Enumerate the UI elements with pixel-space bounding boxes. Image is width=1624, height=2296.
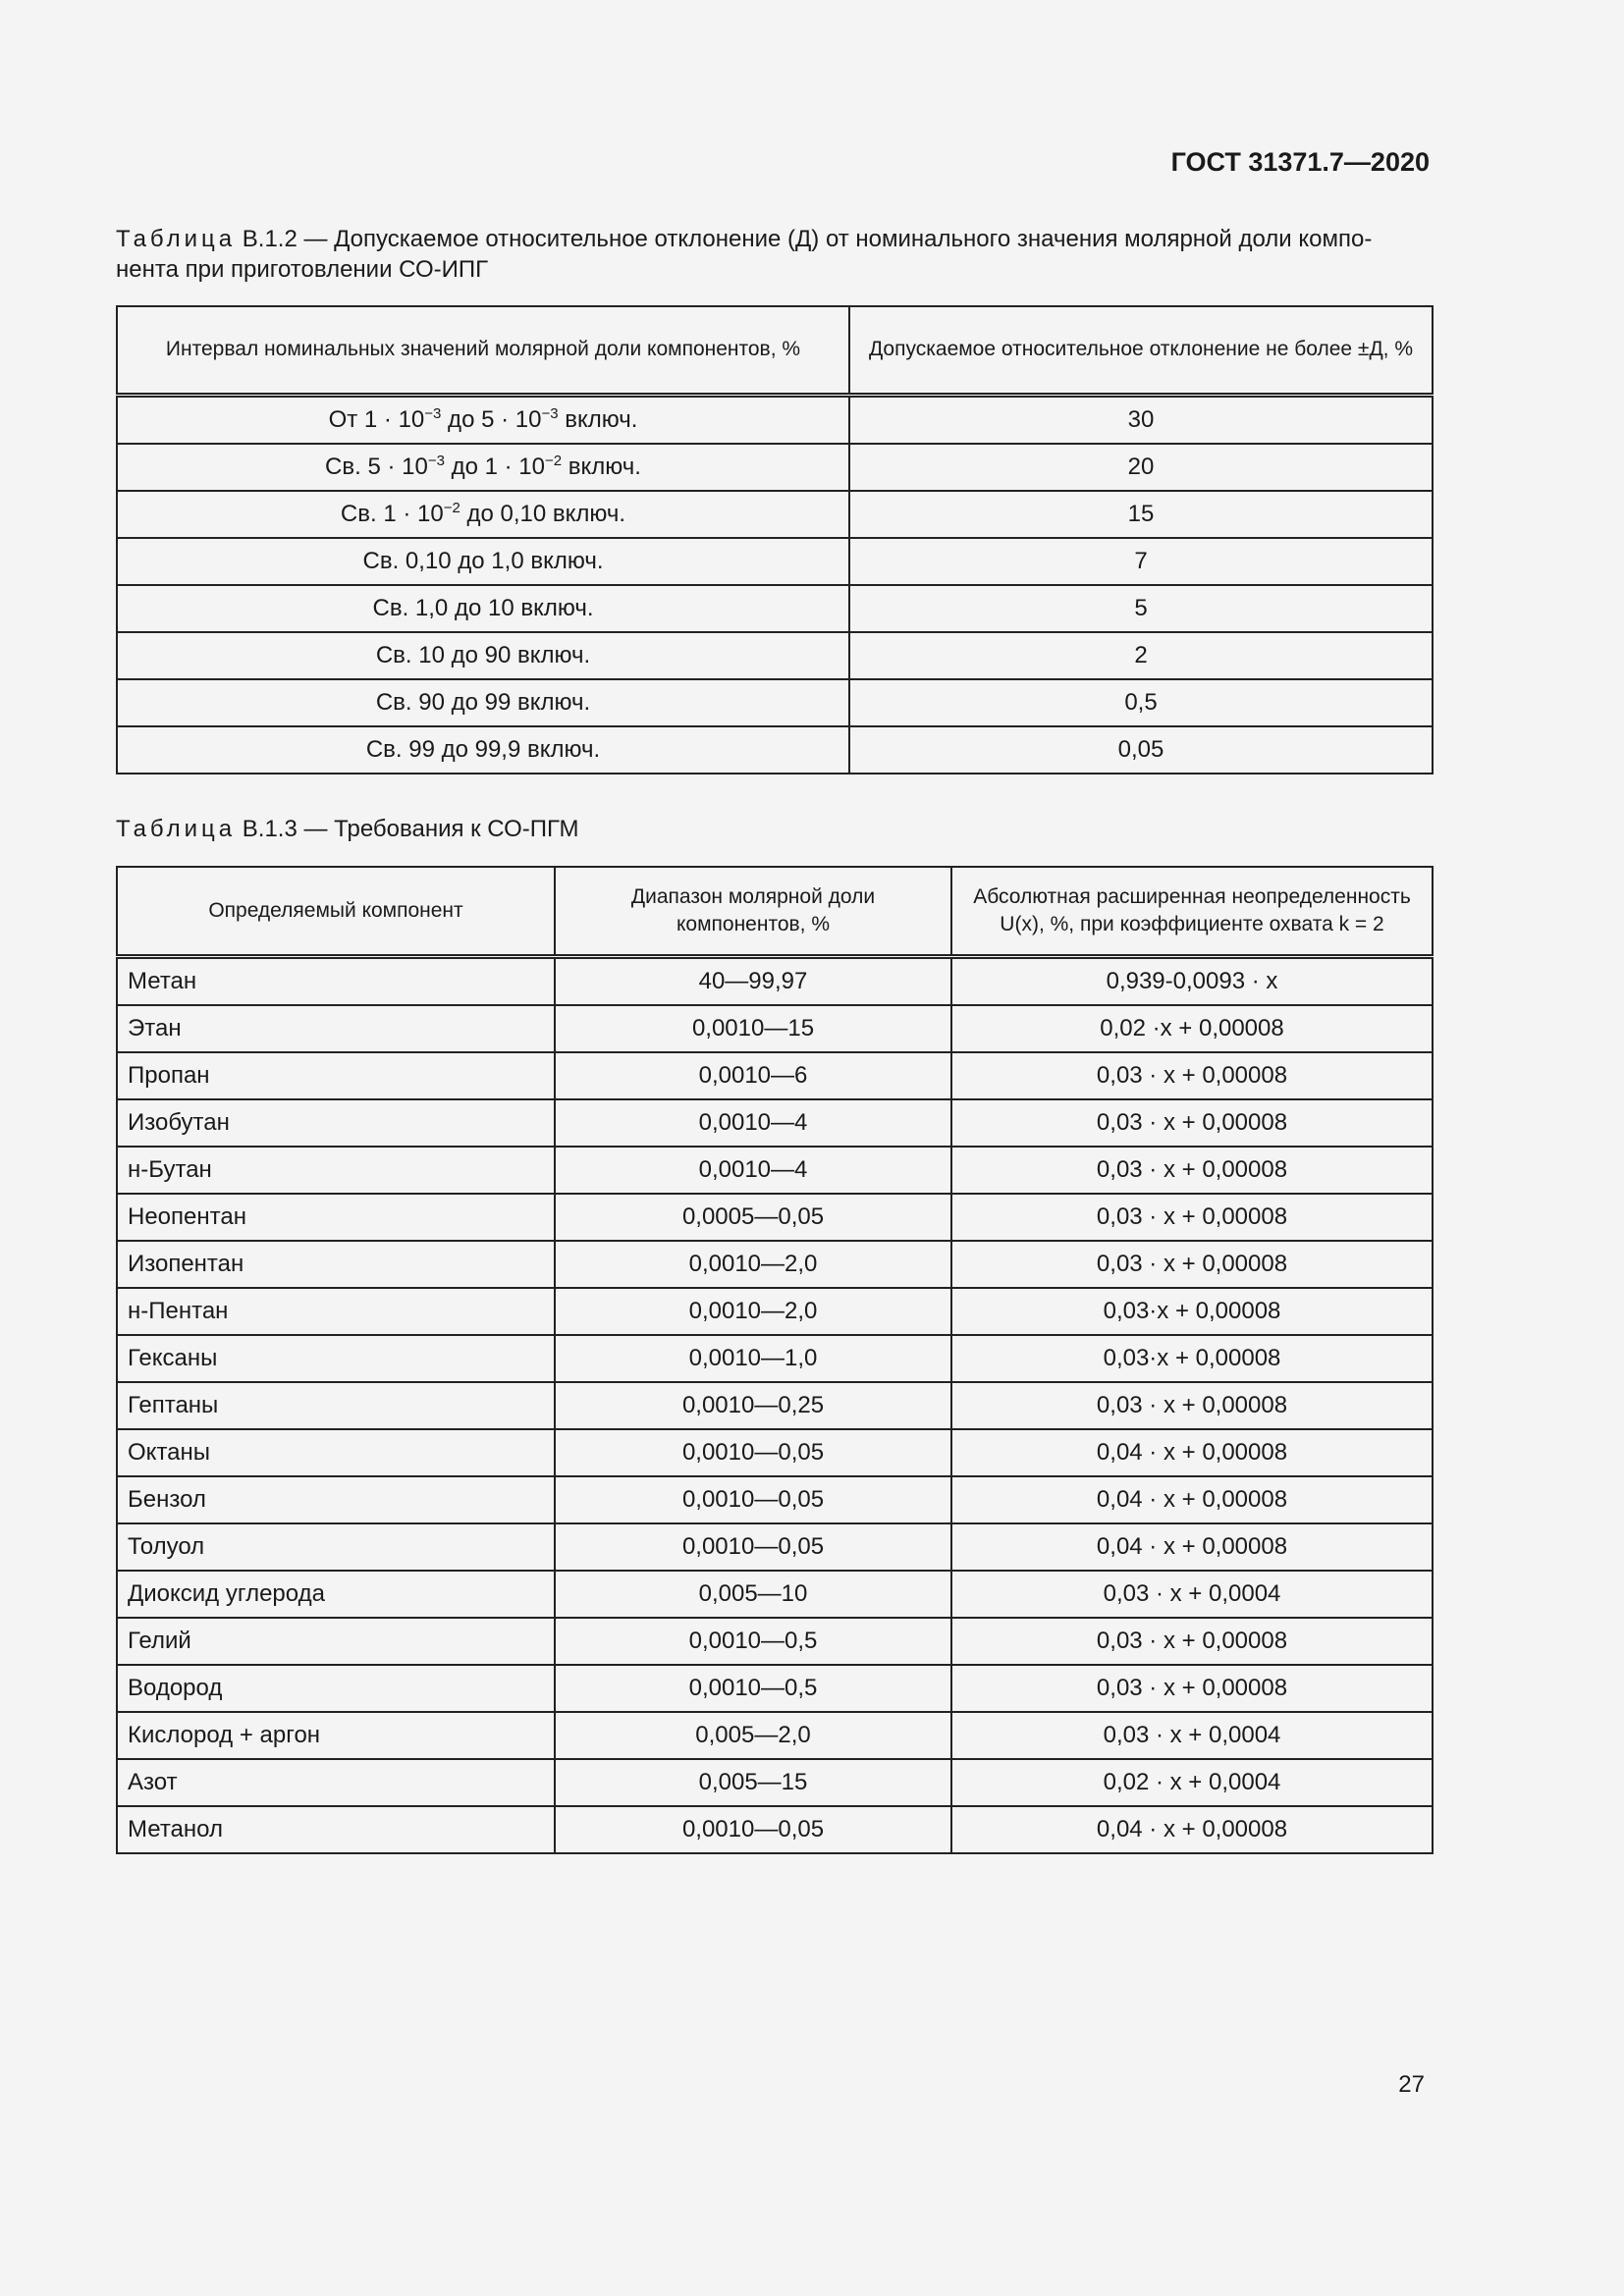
deviation-cell: 0,05 <box>849 726 1433 774</box>
component-cell: Метан <box>117 956 555 1005</box>
table-row <box>117 679 1433 726</box>
component-cell: Водород <box>117 1665 555 1712</box>
table-row <box>117 1429 1433 1476</box>
component-cell: Неопентан <box>117 1194 555 1241</box>
range-cell: 0,0010—2,0 <box>555 1288 951 1335</box>
interval-cell: Св. $5 \cdot 10^{-3}$ до $1 \cdot 10^{-2}$ включ. <box>117 444 849 491</box>
interval-cell: Св. 1,0 до 10 включ. <box>117 585 849 632</box>
interval-cell: Св. 0,10 до 1,0 включ. <box>117 538 849 585</box>
component-cell: н-Пентан <box>117 1288 555 1335</box>
table-row <box>117 491 1433 538</box>
deviation-cell: 7 <box>849 538 1433 585</box>
uncertainty-cell: 0,03 · x + 0,00008 <box>951 1052 1433 1099</box>
interval-cell: Св. $1 \cdot 10^{-2}$ до 0,10 включ. <box>117 491 849 538</box>
range-cell: 0,0010—0,5 <box>555 1665 951 1712</box>
deviation-cell: 2 <box>849 632 1433 679</box>
component-cell: Бензол <box>117 1476 555 1523</box>
table-row <box>117 1712 1433 1759</box>
uncertainty-cell: 0,02 · x + 0,0004 <box>951 1759 1433 1806</box>
table-row <box>117 1147 1433 1194</box>
uncertainty-cell: 0,04 · x + 0,00008 <box>951 1429 1433 1476</box>
table-row <box>117 444 1433 491</box>
component-cell: Гексаны <box>117 1335 555 1382</box>
component-cell: Гептаны <box>117 1382 555 1429</box>
standard-designation: ГОСТ 31371.7—2020 <box>1170 147 1430 177</box>
range-cell: 0,0010—4 <box>555 1099 951 1147</box>
table-row <box>117 1806 1433 1853</box>
range-cell: 0,0010—0,5 <box>555 1618 951 1665</box>
caption-word: Таблица <box>116 816 237 842</box>
table-b13-header-range: Диапазон молярной доли компонентов, % <box>555 867 951 956</box>
table-row <box>117 1382 1433 1429</box>
table-row <box>117 1288 1433 1335</box>
table-row <box>117 1476 1433 1523</box>
component-cell: Диоксид углерода <box>117 1571 555 1618</box>
table-b13 <box>116 866 1434 1854</box>
uncertainty-cell: 0,03 · x + 0,00008 <box>951 1194 1433 1241</box>
range-cell: 0,0010—0,05 <box>555 1523 951 1571</box>
uncertainty-cell: 0,939-0,0093 · x <box>951 956 1433 1005</box>
uncertainty-cell: 0,03 · x + 0,00008 <box>951 1241 1433 1288</box>
uncertainty-cell: 0,03 · x + 0,00008 <box>951 1147 1433 1194</box>
deviation-cell: 0,5 <box>849 679 1433 726</box>
deviation-cell: 20 <box>849 444 1433 491</box>
component-cell: Толуол <box>117 1523 555 1571</box>
table-row <box>117 585 1433 632</box>
component-cell: Изобутан <box>117 1099 555 1147</box>
uncertainty-cell: 0,04 · x + 0,00008 <box>951 1806 1433 1853</box>
component-cell: н-Бутан <box>117 1147 555 1194</box>
interval-cell: От $1 \cdot 10^{-3}$ до $5 \cdot 10^{-3}$ включ. <box>117 395 849 444</box>
range-cell: 0,0010—15 <box>555 1005 951 1052</box>
component-cell: Октаны <box>117 1429 555 1476</box>
table-b13-caption <box>116 814 1432 844</box>
table-b12-header-interval: Интервал номинальных значений молярной доли компонентов, % <box>117 306 849 395</box>
deviation-cell: 15 <box>849 491 1433 538</box>
table-row <box>117 395 1433 444</box>
range-cell: 0,0010—0,05 <box>555 1476 951 1523</box>
table-row <box>117 956 1433 1005</box>
range-cell: 0,005—2,0 <box>555 1712 951 1759</box>
table-row <box>117 1759 1433 1806</box>
caption-text: В.1.3 — Требования к СО-ПГМ <box>236 816 579 842</box>
range-cell: 0,0010—0,05 <box>555 1429 951 1476</box>
table-row <box>117 632 1433 679</box>
range-cell: 0,0010—6 <box>555 1052 951 1099</box>
range-cell: 0,0005—0,05 <box>555 1194 951 1241</box>
table-row <box>117 726 1433 774</box>
table-row <box>117 538 1433 585</box>
interval-cell: Св. 90 до 99 включ. <box>117 679 849 726</box>
table-row <box>117 1099 1433 1147</box>
range-cell: 0,005—15 <box>555 1759 951 1806</box>
uncertainty-cell: 0,03 · x + 0,00008 <box>951 1382 1433 1429</box>
uncertainty-cell: 0,03 · x + 0,00008 <box>951 1665 1433 1712</box>
range-cell: 40—99,97 <box>555 956 951 1005</box>
uncertainty-cell: 0,03·x + 0,00008 <box>951 1335 1433 1382</box>
component-cell: Азот <box>117 1759 555 1806</box>
range-cell: 0,0010—0,05 <box>555 1806 951 1853</box>
table-b13-header-uncertainty: Абсолютная расширенная неопределенность U(x), %, при коэффициенте охвата k = 2 <box>951 867 1433 956</box>
interval-cell: Св. 10 до 90 включ. <box>117 632 849 679</box>
component-cell: Метанол <box>117 1806 555 1853</box>
uncertainty-cell: 0,03 · x + 0,00008 <box>951 1099 1433 1147</box>
table-b12-caption <box>116 224 1432 285</box>
deviation-cell: 30 <box>849 395 1433 444</box>
range-cell: 0,0010—1,0 <box>555 1335 951 1382</box>
range-cell: 0,005—10 <box>555 1571 951 1618</box>
table-row <box>117 1052 1433 1099</box>
component-cell: Этан <box>117 1005 555 1052</box>
uncertainty-cell: 0,04 · x + 0,00008 <box>951 1523 1433 1571</box>
table-row <box>117 1618 1433 1665</box>
page-number: 27 <box>1398 2071 1425 2098</box>
range-cell: 0,0010—0,25 <box>555 1382 951 1429</box>
table-b13-body <box>117 956 1433 1853</box>
component-cell: Гелий <box>117 1618 555 1665</box>
table-row <box>117 1194 1433 1241</box>
table-row <box>117 1241 1433 1288</box>
table-row <box>117 1335 1433 1382</box>
table-row <box>117 1523 1433 1571</box>
interval-cell: Св. 99 до 99,9 включ. <box>117 726 849 774</box>
table-row <box>117 1005 1433 1052</box>
range-cell: 0,0010—2,0 <box>555 1241 951 1288</box>
uncertainty-cell: 0,03·x + 0,00008 <box>951 1288 1433 1335</box>
component-cell: Кислород + аргон <box>117 1712 555 1759</box>
range-cell: 0,0010—4 <box>555 1147 951 1194</box>
table-b13-header-component: Определяемый компонент <box>117 867 555 956</box>
table-b12-body <box>117 395 1433 774</box>
caption-text: В.1.2 — Допускаемое относительное отклонение (Д) от номинального значения молярной доли компо-нента при приготовлении СО-ИПГ <box>116 226 1373 283</box>
table-b12 <box>116 305 1434 774</box>
table-row <box>117 1571 1433 1618</box>
uncertainty-cell: 0,03 · x + 0,00008 <box>951 1618 1433 1665</box>
component-cell: Пропан <box>117 1052 555 1099</box>
table-row <box>117 1665 1433 1712</box>
uncertainty-cell: 0,04 · x + 0,00008 <box>951 1476 1433 1523</box>
component-cell: Изопентан <box>117 1241 555 1288</box>
deviation-cell: 5 <box>849 585 1433 632</box>
table-b12-header-deviation: Допускаемое относительное отклонение не более ±Д, % <box>849 306 1433 395</box>
uncertainty-cell: 0,03 · x + 0,0004 <box>951 1571 1433 1618</box>
uncertainty-cell: 0,03 · x + 0,0004 <box>951 1712 1433 1759</box>
uncertainty-cell: 0,02 ·x + 0,00008 <box>951 1005 1433 1052</box>
caption-word: Таблица <box>116 226 237 252</box>
